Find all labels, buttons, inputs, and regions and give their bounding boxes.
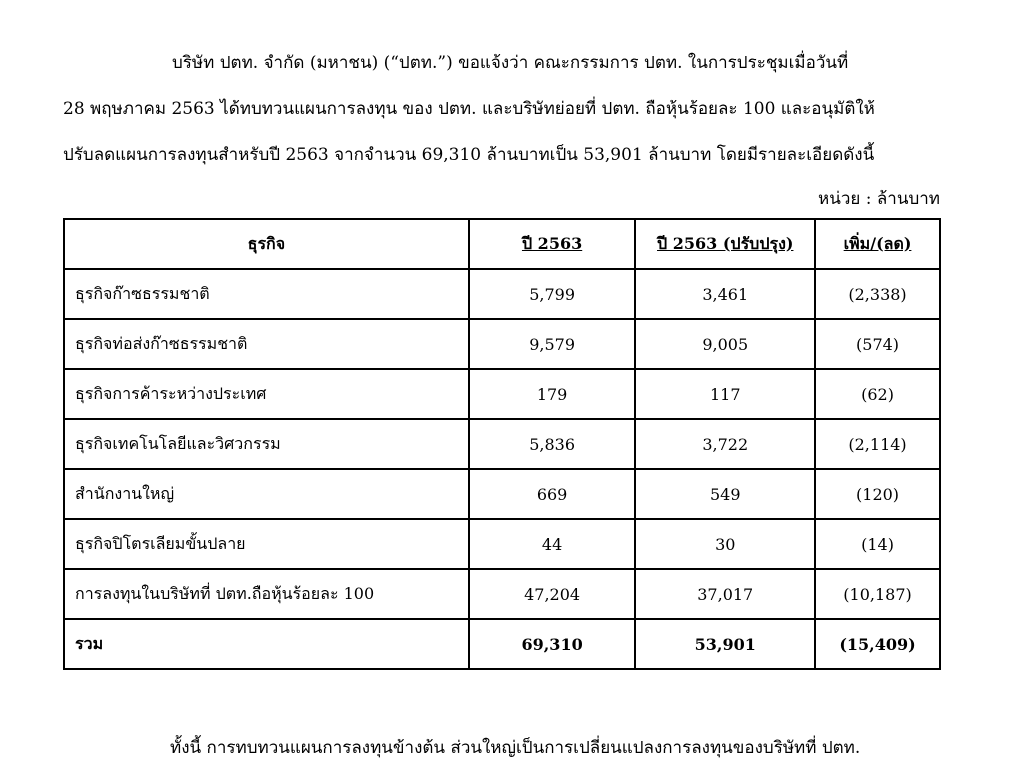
- header-year-2563: ปี 2563: [469, 219, 636, 269]
- table-row: [64, 519, 940, 569]
- row-value-2563-revised: 9,005: [635, 319, 815, 369]
- paragraph-line-2: 28 พฤษภาคม 2563 ได้ทบทวนแผนการลงทุน ของ ปตท. และบริษัทย่อยที่ ปตท. ถือหุ้นร้อยละ 100 และอนุมัติให้: [63, 99, 875, 119]
- row-value-change: (2,338): [815, 269, 940, 319]
- row-value-2563: 5,836: [469, 419, 636, 469]
- table-row: [64, 569, 940, 619]
- row-value-2563-revised: 3,461: [635, 269, 815, 319]
- investment-table: [63, 218, 941, 670]
- row-value-2563: 5,799: [469, 269, 636, 319]
- row-value-2563-revised: 3,722: [635, 419, 815, 469]
- row-value-2563-revised: 37,017: [635, 569, 815, 619]
- header-change: เพิ่ม/(ลด): [815, 219, 940, 269]
- row-value-2563: 44: [469, 519, 636, 569]
- row-value-change: (10,187): [815, 569, 940, 619]
- table-total-row: [64, 619, 940, 669]
- total-label: รวม: [64, 619, 469, 669]
- table-row: [64, 369, 940, 419]
- row-business-name: ธุรกิจปิโตรเลียมขั้นปลาย: [64, 519, 469, 569]
- row-value-2563: 9,579: [469, 319, 636, 369]
- unit-label: หน่วย : ล้านบาท: [818, 189, 940, 209]
- row-business-name: สำนักงานใหญ่: [64, 469, 469, 519]
- row-value-change: (62): [815, 369, 940, 419]
- row-value-2563: 47,204: [469, 569, 636, 619]
- row-business-name: การลงทุนในบริษัทที่ ปตท.ถือหุ้นร้อยละ 100: [64, 569, 469, 619]
- total-value-2563: 69,310: [469, 619, 636, 669]
- table-row: [64, 269, 940, 319]
- paragraph-line-1: บริษัท ปตท. จำกัด (มหาชน) (“ปตท.”) ขอแจ้งว่า คณะกรรมการ ปตท. ในการประชุมเมื่อวันที่: [172, 53, 849, 73]
- row-value-2563-revised: 30: [635, 519, 815, 569]
- header-year-2563-revised: ปี 2563 (ปรับปรุง): [635, 219, 815, 269]
- paragraph-line-3: ปรับลดแผนการลงทุนสำหรับปี 2563 จากจำนวน 69,310 ล้านบาทเป็น 53,901 ล้านบาท โดยมีรายละเอียดดังนี้: [63, 145, 875, 165]
- total-value-change: (15,409): [815, 619, 940, 669]
- row-value-change: (14): [815, 519, 940, 569]
- row-value-2563-revised: 549: [635, 469, 815, 519]
- table-row: [64, 319, 940, 369]
- row-value-2563: 669: [469, 469, 636, 519]
- row-business-name: ธุรกิจเทคโนโลยีและวิศวกรรม: [64, 419, 469, 469]
- row-value-2563: 179: [469, 369, 636, 419]
- row-value-2563-revised: 117: [635, 369, 815, 419]
- row-business-name: ธุรกิจการค้าระหว่างประเทศ: [64, 369, 469, 419]
- header-business: ธุรกิจ: [64, 219, 469, 269]
- row-value-change: (574): [815, 319, 940, 369]
- table-row: [64, 469, 940, 519]
- row-value-change: (2,114): [815, 419, 940, 469]
- row-value-change: (120): [815, 469, 940, 519]
- table-header-row: [64, 219, 940, 269]
- total-value-2563-revised: 53,901: [635, 619, 815, 669]
- row-business-name: ธุรกิจก๊าซธรรมชาติ: [64, 269, 469, 319]
- footer-note: ทั้งนี้ การทบทวนแผนการลงทุนข้างต้น ส่วนใหญ่เป็นการเปลี่ยนแปลงการลงทุนของบริษัทที่ ปตท.: [170, 738, 861, 758]
- row-business-name: ธุรกิจท่อส่งก๊าซธรรมชาติ: [64, 319, 469, 369]
- table-row: [64, 419, 940, 469]
